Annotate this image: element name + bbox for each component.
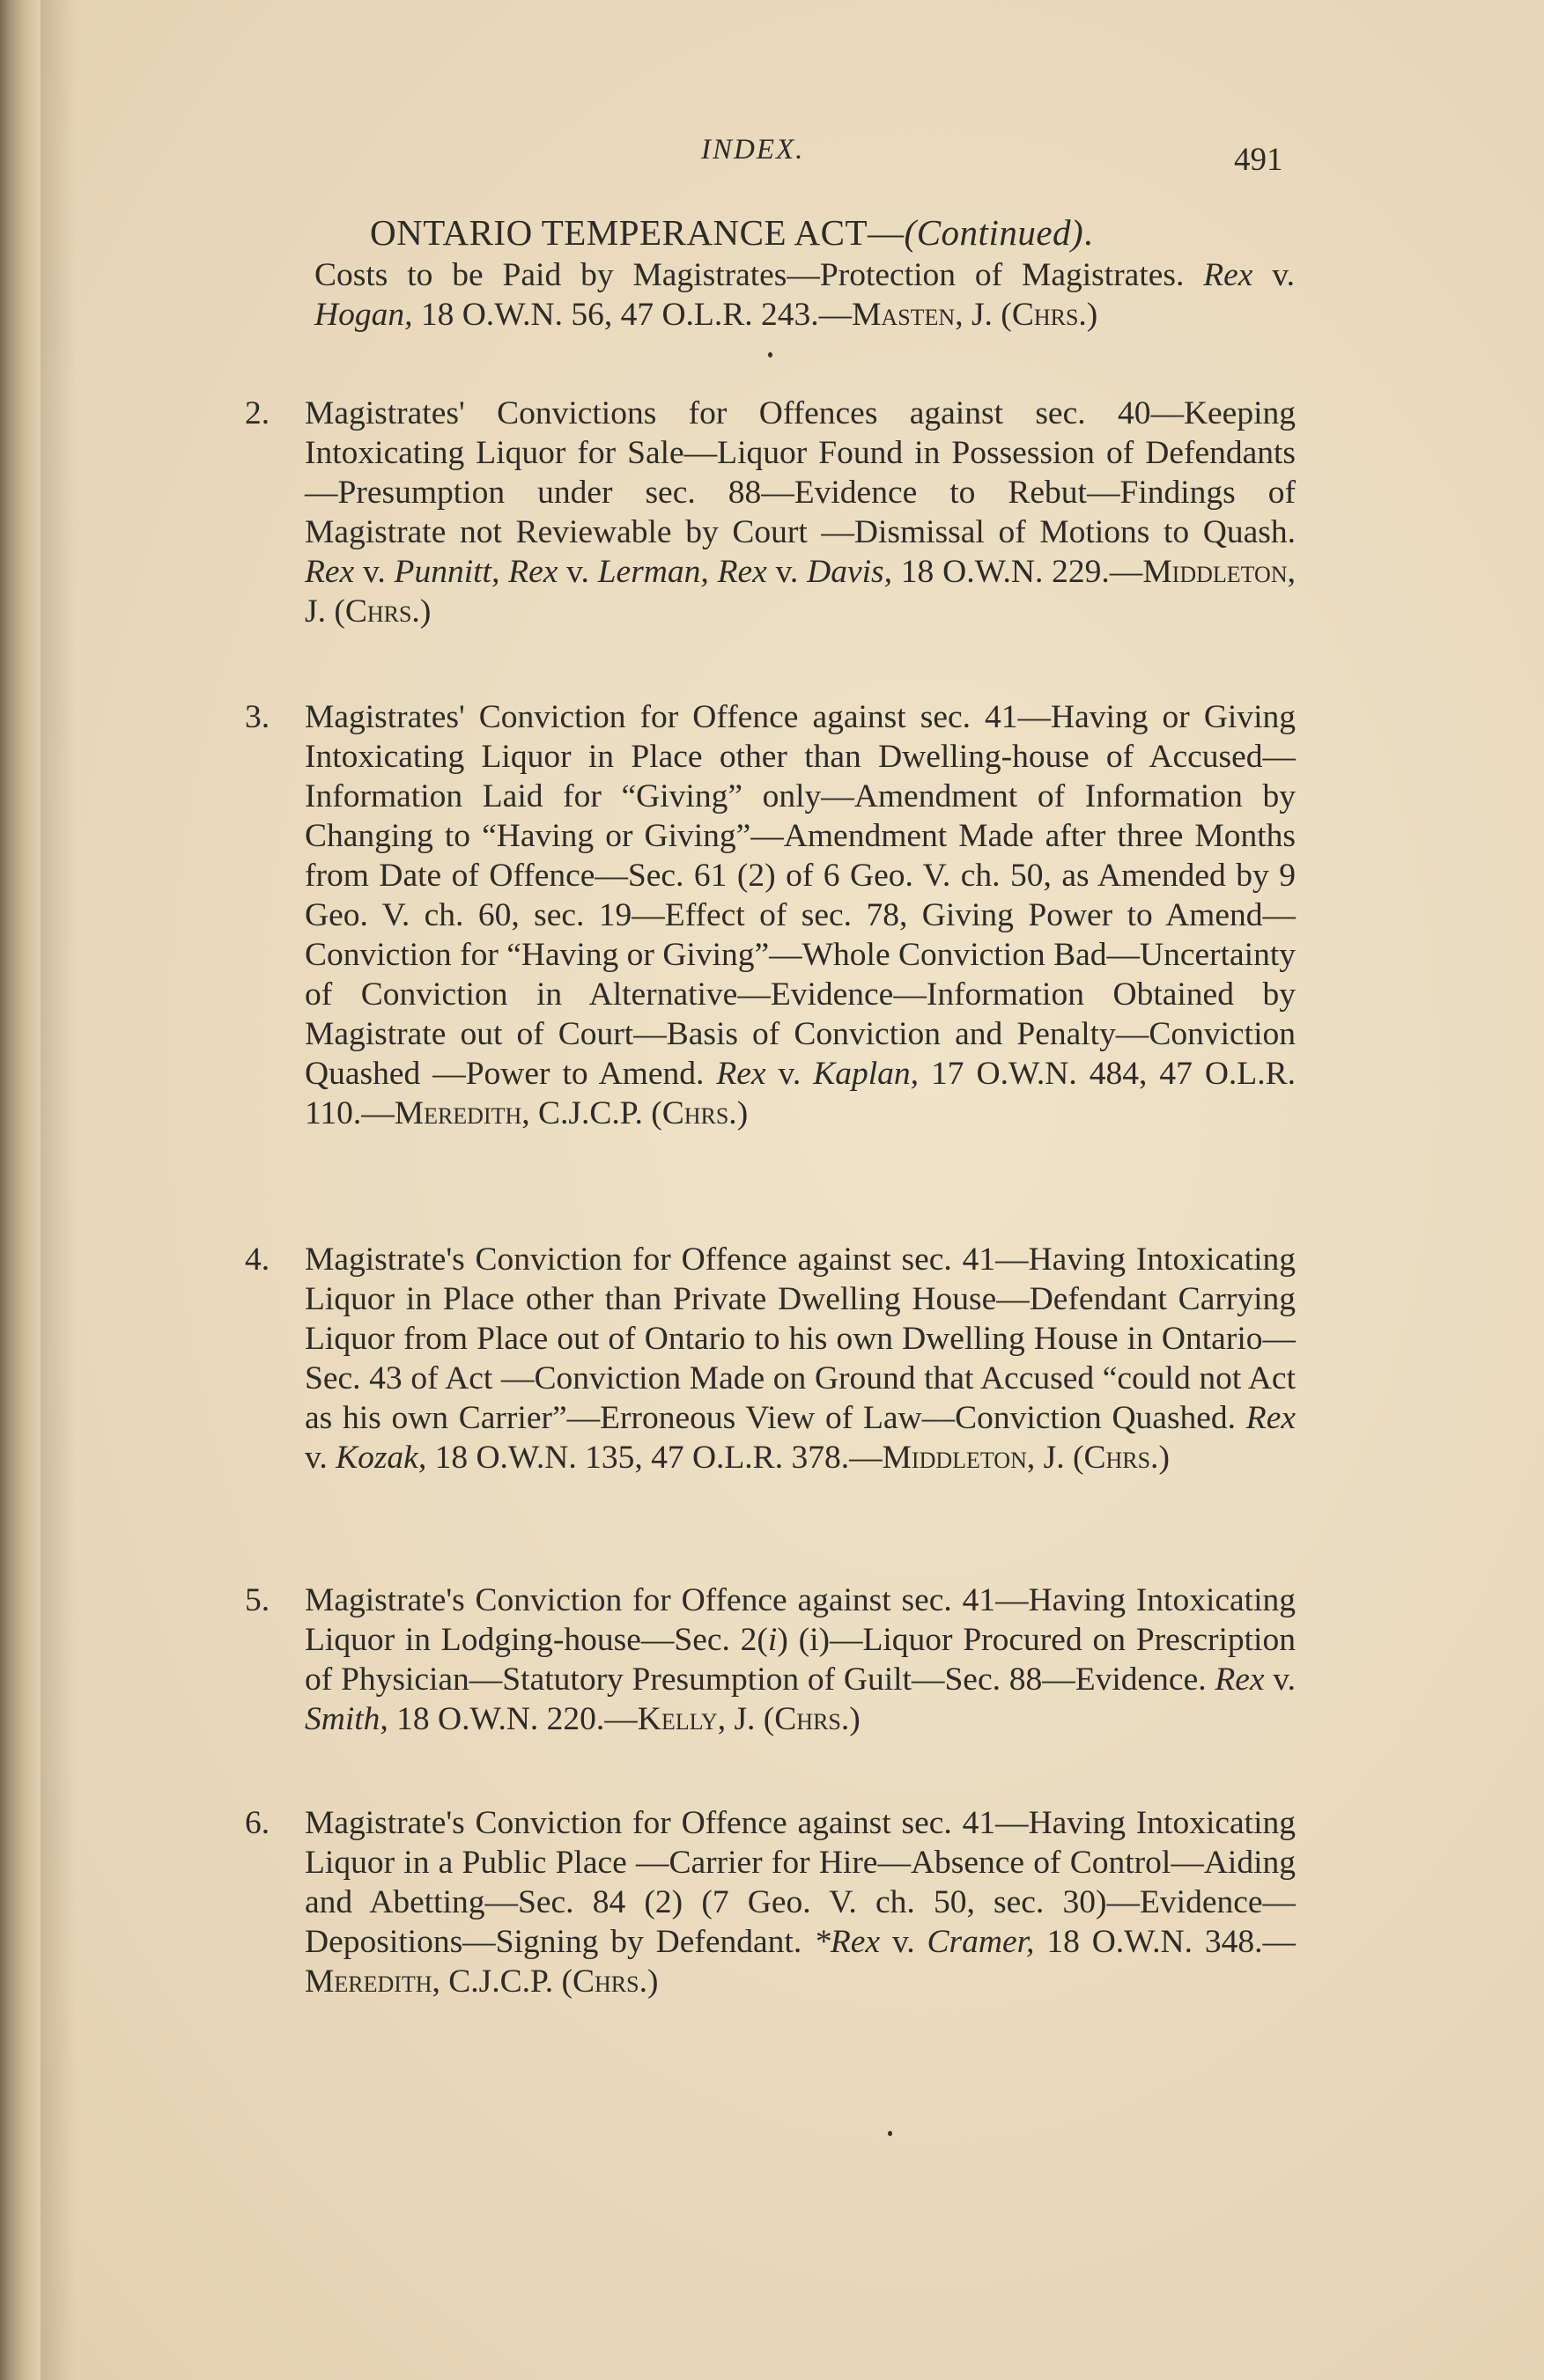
- citation: 18 O.W.N. 135, 47 O.L.R. 378.—: [426, 1440, 883, 1476]
- entry-text: [305, 394, 1296, 631]
- close-paren: ): [736, 1095, 749, 1131]
- case-name: Smith,: [305, 1701, 388, 1737]
- judge-name: Meredith: [394, 1095, 522, 1131]
- separator: [499, 554, 508, 590]
- chambers-abbrev: Chrs.: [1011, 297, 1087, 333]
- entry-body: Magistrates' Conviction for Offence against sec. 41—Having or Giving Intoxicating Liquor in Place other than Dwelling-house of Accused—Information Laid for “Giving” only—Amendment of Information by Changing to “Having or Giving”—Amendment Made after three Months from Date of Offence—Sec. 61 (2) of 6 Geo. V. ch. 50, as Amended by 9 Geo. V. ch. 60, sec. 19—Effect of sec. 78, Giving Power to Amend—Conviction for “Having or Giving”—Whole Conviction Bad—Uncertainty of Conviction in Alternative—Evidence—Information Obtained by Magistrate out of Court—Basis of Conviction and Penalty—Conviction Quashed —Power to Amend.: [305, 699, 1296, 1092]
- entry-number: 2.: [245, 395, 270, 431]
- judge-suffix: , C.J.C.P. (: [521, 1095, 662, 1131]
- close-paren: ): [646, 1964, 659, 2000]
- judge-name: Middleton: [1142, 554, 1288, 590]
- chambers-abbrev: Chrs.: [661, 1095, 737, 1131]
- chambers-abbrev: Chrs.: [774, 1701, 850, 1737]
- judge-name: Masten: [852, 297, 956, 333]
- citation: 18 O.W.N. 229.—: [891, 554, 1143, 590]
- case-name: Rex: [1245, 1400, 1296, 1436]
- separator: [709, 554, 718, 590]
- entry-number: 6.: [245, 1805, 270, 1841]
- close-paren: ): [1086, 297, 1098, 333]
- binding-shadow: [41, 0, 76, 2380]
- page-number: 491: [1234, 142, 1283, 178]
- case-name: Hogan,: [314, 297, 413, 333]
- entry-body: Magistrates' Convictions for Offences against sec. 40—Keeping Intoxicating Liquor for Sale—Liquor Found in Possession of Defendants—Presumption under sec. 88—Evidence to Rebut—Findings of Magistrate not Reviewable by Court —Dismissal of Motions to Quash.: [305, 395, 1296, 550]
- judge-suffix: , J. (: [717, 1701, 775, 1737]
- close-paren: ): [419, 593, 432, 630]
- judge-suffix: , J. (: [1026, 1440, 1084, 1476]
- citation: 18 O.W.N. 220.—: [388, 1701, 638, 1737]
- judge-suffix: , J. (: [955, 297, 1012, 333]
- entry-text: [305, 1581, 1296, 1739]
- versus: v.: [765, 1056, 814, 1092]
- versus: v.: [880, 1924, 927, 1960]
- entry-body: Magistrate's Conviction for Offence against sec. 41—Having Intoxicating Liquor in Lodging-house—Sec. 2(: [305, 1582, 1296, 1658]
- case-name: Rex: [1215, 1662, 1265, 1698]
- case-name: *Rex: [814, 1924, 881, 1960]
- entry-text: [305, 1803, 1296, 2001]
- chambers-abbrev: Chrs.: [572, 1964, 647, 2000]
- section-title: ONTARIO TEMPERANCE ACT—: [370, 212, 905, 253]
- case-name: Rex: [508, 554, 558, 590]
- case-name: Rex: [717, 554, 767, 590]
- versus: v.: [1264, 1662, 1296, 1698]
- versus: v.: [305, 1440, 336, 1476]
- intro-entry: [314, 255, 1295, 335]
- entry-body: Magistrate's Conviction for Offence against sec. 41—Having Intoxicating Liquor in a Public Place —Carrier for Hire—Absence of Control—Aiding and Abetting—Sec. 84 (2) (7 Geo. V. ch. 50, sec. 30)—Evidence—Depositions—Signing by Defendant.: [305, 1805, 1296, 1960]
- judge-name: Kelly: [637, 1701, 718, 1737]
- citation: 18 O.W.N. 56, 47 O.L.R. 243.—: [412, 297, 853, 333]
- ink-speck: [768, 352, 772, 357]
- case-name: Rex: [716, 1056, 766, 1092]
- versus: v.: [1252, 257, 1295, 293]
- entry-body: Magistrate's Conviction for Offence against sec. 41—Having Intoxicating Liquor in Place other than Private Dwelling House—Defendant Carrying Liquor from Place out of Ontario to his own Dwelling House in Ontario—Sec. 43 of Act —Conviction Made on Ground that Accused “could not Act as his own Carrier”—Erroneous View of Law—Conviction Quashed.: [305, 1242, 1296, 1436]
- judge-name: Middleton: [882, 1440, 1027, 1476]
- case-name: Rex: [1203, 257, 1253, 293]
- chambers-abbrev: Chrs.: [344, 593, 420, 630]
- citation: 17 O.W.N. 484, 47 O.L.R. 110.—: [305, 1056, 1296, 1131]
- entry-body: ) (i)—Liquor Procured on Prescription of Physician—Statutory Presumption of Guilt—Sec. 88—Evidence.: [305, 1622, 1296, 1698]
- judge-suffix: , C.J.C.P. (: [432, 1964, 573, 2000]
- section-continued: (Continued): [904, 212, 1084, 253]
- ink-speck: [888, 2131, 892, 2136]
- section-heading: [370, 211, 1093, 254]
- chambers-abbrev: Chrs.: [1083, 1440, 1159, 1476]
- judge-name: Meredith: [305, 1964, 432, 2000]
- entry-number: 3.: [245, 699, 270, 735]
- entry-number: 5.: [245, 1582, 270, 1618]
- judge-suffix: , J. (: [305, 554, 1296, 630]
- versus: v.: [766, 554, 808, 590]
- intro-text: Costs to be Paid by Magistrates—Protection of Magistrates.: [314, 257, 1185, 293]
- case-name: Kaplan,: [813, 1056, 920, 1092]
- entry-text: [305, 1240, 1296, 1477]
- case-name: Punnitt,: [394, 554, 500, 590]
- section-title-end: .: [1083, 212, 1093, 253]
- citation: 18 O.W.N. 348.—: [1034, 1924, 1296, 1960]
- close-paren: ): [849, 1701, 861, 1737]
- binding-edge: [0, 0, 41, 2380]
- running-title: INDEX.: [701, 134, 805, 166]
- case-name: Davis,: [807, 554, 892, 590]
- close-paren: ): [1158, 1440, 1170, 1476]
- case-name: Cramer,: [927, 1924, 1035, 1960]
- italic-letter: i: [767, 1622, 778, 1658]
- case-name: Lerman,: [597, 554, 709, 590]
- versus: v.: [354, 554, 395, 590]
- entry-number: 4.: [245, 1242, 270, 1278]
- case-name: Kozak,: [336, 1440, 427, 1476]
- running-head: [0, 134, 1544, 187]
- entry-text: [305, 697, 1296, 1133]
- case-name: Rex: [305, 554, 355, 590]
- versus: v.: [558, 554, 598, 590]
